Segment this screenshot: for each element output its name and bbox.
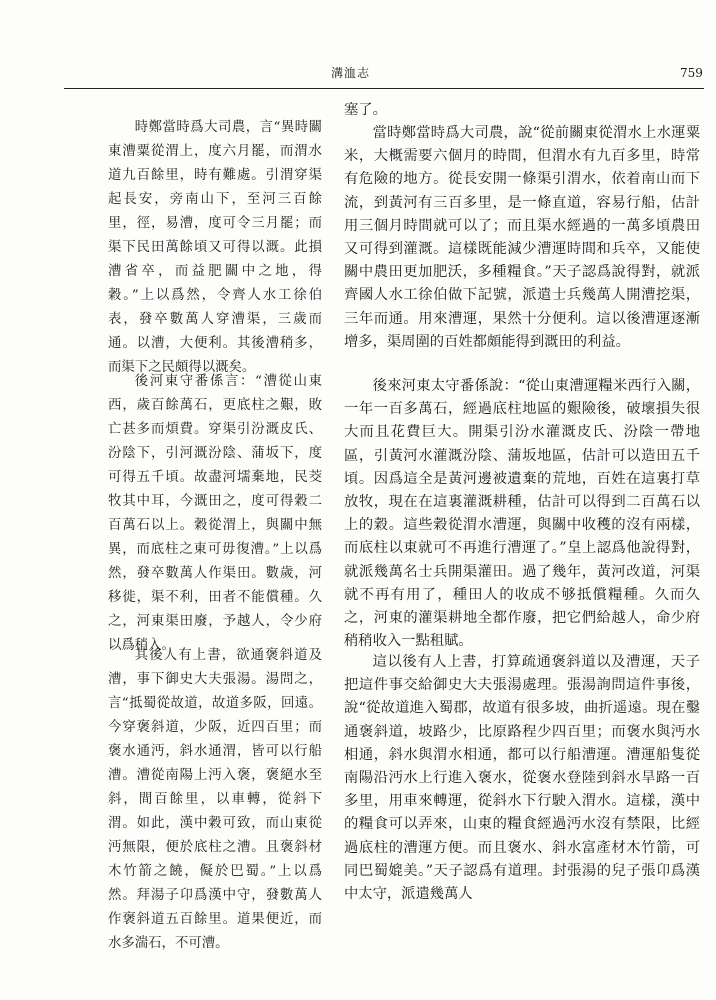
- running-title: 溝洫志: [331, 66, 371, 80]
- classical-text-column: [94, 92, 326, 992]
- classical-paragraph-zheng-dangshi: 時鄭當時爲大司農，言“異時關東漕粟從渭上，度六月罷，而渭水道九百餘里，時有難處。引渭穿渠起長安，旁南山下，至河三百餘里，徑，易漕，度可令三月罷；而渠下民田萬餘頃又可得以溉。此損漕省卒，而益肥關中之地，得穀。”上以爲然，令齊人水工徐伯表，發卒數萬人穿漕渠，三歲而通。以漕，大便利。其後漕稍多，而渠下之民頗得以溉矣。: [108, 120, 322, 375]
- classical-paragraph-fan-xi: 後河東守番係言：“漕從山東西，歲百餘萬石，更底柱之艱，敗亡甚多而煩費。穿渠引汾溉皮氏、汾陰下，引河溉汾陰、蒲坂下，度可得五千頃。故盡河壖棄地，民茭牧其中耳，今溉田之，度可得穀二百萬石以上。穀從渭上，與關中無異，而底柱之東可毋復漕。”上以爲然，發卒數萬人作渠田。數歲，河移徙，渠不利，田者不能償種。久之，河東渠田廢，予越人，令少府以爲稍入。: [108, 374, 322, 653]
- modern-paragraph-fan-xi: 後來河東太守番係說：“從山東漕運糧米西行入關，一年一百多萬石，經過底柱地區的艱險後，破壞損失很大而且花費巨大。開渠引汾水灌溉皮氏、汾陰一帶地區，引黃河水灌溉汾陰、蒲坂地區，估計可以造田五千頃。因爲這全是黃河邊被遺棄的荒地，百姓在這裏打草放牧，現在在這裏灌溉耕種，估計可以得到二百萬石以上的穀。這些穀從渭水漕運，與關中收穫的沒有兩樣，而底柱以東就可不再進行漕運了。”皇上認爲他說得對，就派幾萬名士兵開渠灌田。過了幾年，黃河改道，河渠就不再有用了，種田人的收成不够抵償糧種。久而久之，河東的灌渠耕地全都作廢，把它們給越人，命少府稍稍收入一點租賦。: [344, 378, 700, 650]
- page-header: [0, 0, 716, 92]
- modern-paragraph-continuation: 塞了。: [344, 102, 387, 118]
- modern-paragraph-baoxie-road: 這以後有人上書，打算疏通褒斜道以及漕運，天子把這件事交給御史大夫張湯處理。張湯詢問這件事後，說“從故道進入蜀郡，故道有很多坡，曲折遥遠。現在鑿通褒斜道，坡路少，比原路程少四百里；而褒水與沔水相通，斜水與渭水相通，都可以行船漕運。漕運船隻從南陽沿沔水上行進入褒水，從褒水登陸到斜水旱路一百多里，用車來轉運，從斜水下行駛入渭水。這樣，漢中的糧食可以弄來，山東的糧食經過沔水沒有禁限，比經過底柱的漕運方便。而且褒水、斜水富產材木竹箭，可同巴蜀媲美。”天子認爲有道理。封張湯的兒子張卬爲漢中太守，派遣幾萬人: [344, 654, 700, 903]
- page-number: 759: [680, 66, 703, 80]
- classical-paragraph-baoxie-road: 其後人有上書，欲通褒斜道及漕，事下御史大夫張湯。湯問之，言“抵蜀從故道，故道多阪，回遠。今穿褒斜道，少阪，近四百里；而褒水通沔，斜水通渭，皆可以行船漕。漕從南陽上沔入褒，褒絕水至斜，間百餘里，以車轉，從斜下渭。如此，漢中穀可致，而山東從沔無限，便於底柱之漕。且褒斜材木竹箭之饒，儗於巴蜀。”上以爲然。拜湯子卬爲漢中守，發數萬人作褒斜道五百餘里。道果便近，而水多湍石，不可漕。: [108, 648, 322, 951]
- modern-translation-column: [332, 92, 704, 992]
- header-rule: [64, 88, 704, 89]
- modern-paragraph-zheng-dangshi: 當時鄭當時爲大司農，說“從前關東從渭水上水運粟米，大概需要六個月的時間，但渭水有九百多里，時常有危險的地方。從長安開一條渠引渭水，依着南山而下流，到黃河有三百多里，是一條直道，容易行船，估計用三個月時間就可以了；而且渠水經過的一萬多頃農田又可得到灌溉。這樣既能減少漕運時間和兵卒，又能使關中農田更加肥沃，多種糧食。”天子認爲說得對，就派齊國人水工徐伯做下記號，派遣士兵幾萬人開漕挖渠，三年而通。用來漕運，果然十分便利。這以後漕運逐漸增多，渠周圍的百姓都頗能得到溉田的利益。: [344, 125, 700, 350]
